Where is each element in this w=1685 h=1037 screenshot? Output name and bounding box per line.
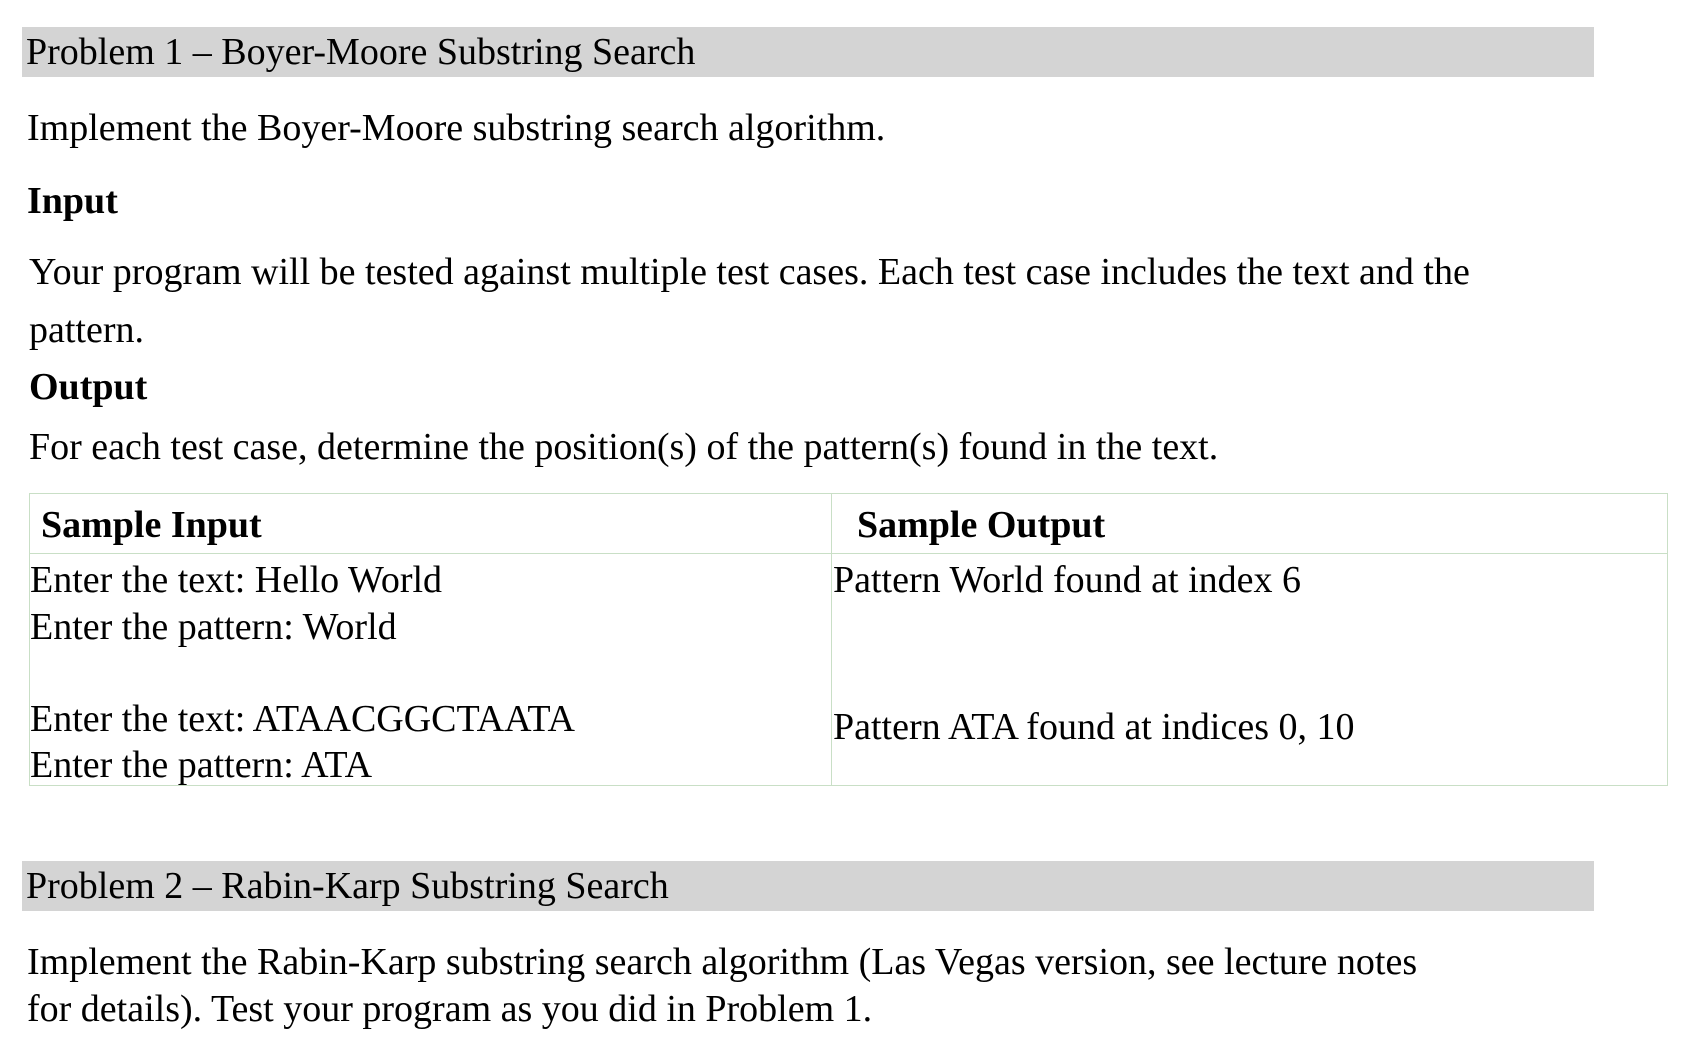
sample-input-header: Sample Input: [41, 504, 262, 546]
output-heading: Output: [29, 366, 148, 408]
case2-output: Pattern ATA found at indices 0, 10: [833, 706, 1355, 748]
case2-input-text: Enter the text: ATAACGGCTAATA: [30, 698, 575, 740]
input-description-line2: pattern.: [29, 309, 145, 351]
problem2-text-line2: for details). Test your program as you did in Problem 1.: [27, 988, 873, 1030]
case1-input-pattern: Enter the pattern: World: [30, 606, 397, 648]
problem1-heading: Problem 1 – Boyer-Moore Substring Search: [26, 31, 696, 73]
input-description-line1: Your program will be tested against multiple test cases. Each test case includes the text and the: [29, 251, 1470, 293]
case1-input-text: Enter the text: Hello World: [30, 559, 443, 601]
sample-table: [29, 493, 1668, 786]
output-description: For each test case, determine the position(s) of the pattern(s) found in the text.: [29, 426, 1219, 468]
table-column-divider: [831, 494, 832, 785]
problem2-heading: Problem 2 – Rabin-Karp Substring Search: [26, 865, 669, 907]
table-header-divider: [30, 553, 1667, 554]
problem1-intro: Implement the Boyer-Moore substring search algorithm.: [27, 107, 886, 149]
input-heading: Input: [27, 180, 118, 222]
sample-output-header: Sample Output: [857, 504, 1106, 546]
case2-input-pattern: Enter the pattern: ATA: [30, 744, 373, 786]
problem2-text-line1: Implement the Rabin-Karp substring search algorithm (Las Vegas version, see lecture notes: [27, 941, 1418, 983]
case1-output: Pattern World found at index 6: [833, 559, 1301, 601]
